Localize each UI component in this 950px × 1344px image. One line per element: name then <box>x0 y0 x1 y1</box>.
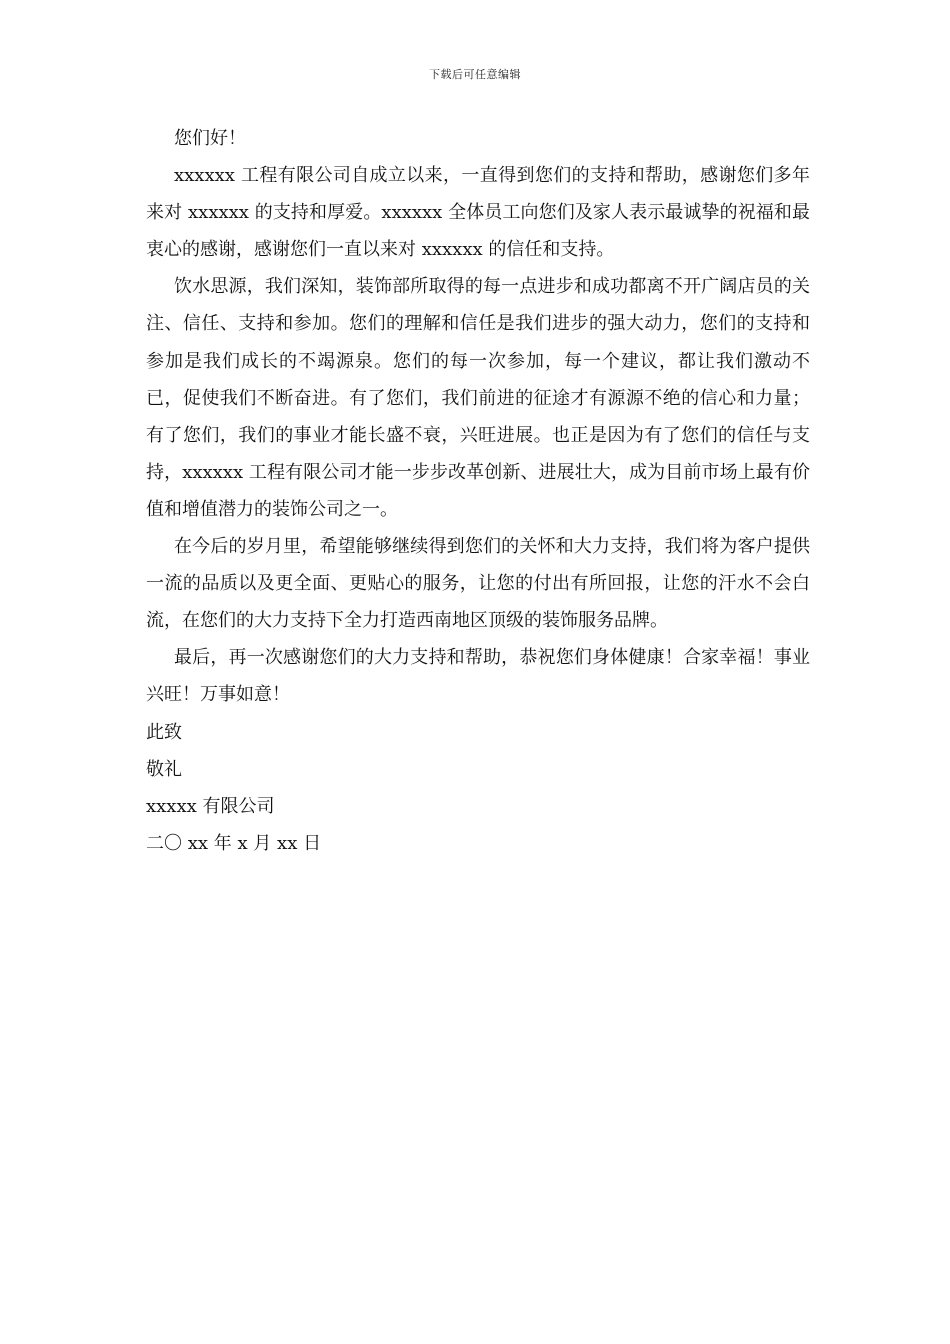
closing-ci-zhi: 此致 <box>146 721 182 743</box>
signature-company: xxxxx 有限公司 <box>146 795 275 817</box>
letter-body <box>146 120 810 862</box>
signature-date: 二〇 xx 年 x 月 xx 日 <box>146 832 322 854</box>
letter-paragraph-3: 在今后的岁月里，希望能够继续得到您们的关怀和大力支持，我们将为客户提供一流的品质以及更全面、更贴心的服务，让您的付出有所回报，让您的汗水不会白流，在您们的大力支持下全力打造西南地区顶级的装饰服务品牌。 <box>146 536 810 632</box>
letter-paragraph-4: 最后，再一次感谢您们的大力支持和帮助，恭祝您们身体健康！合家幸福！事业兴旺！万事如意！ <box>146 647 810 706</box>
letter-greeting: 您们好！ <box>174 128 246 149</box>
closing-jing-li: 敬礼 <box>146 758 182 780</box>
letter-paragraph-1: xxxxxx 工程有限公司自成立以来，一直得到您们的支持和帮助，感谢您们多年来对 xxxxxx 的支持和厚爱。xxxxxx 全体员工向您们及家人表示最诚挚的祝福和最衷心的感谢，感谢您们一直以来对 xxxxxx 的信任和支持。 <box>146 165 810 261</box>
page-header-note: 下载后可任意编辑 <box>429 68 521 81</box>
letter-paragraph-2: 饮水思源，我们深知，装饰部所取得的每一点进步和成功都离不开广阔店员的关注、信任、支持和参加。您们的理解和信任是我们进步的强大动力，您们的支持和参加是我们成长的不竭源泉。您们的每一次参加，每一个建议，都让我们激动不已，促使我们不断奋进。有了您们，我们前进的征途才有源源不绝的信心和力量；有了您们，我们的事业才能长盛不衰，兴旺进展。也正是因为有了您们的信任与支持，xxxxxx 工程有限公司才能一步步改革创新、进展壮大，成为目前市场上最有价值和增值潜力的装饰公司之一。 <box>146 276 810 520</box>
